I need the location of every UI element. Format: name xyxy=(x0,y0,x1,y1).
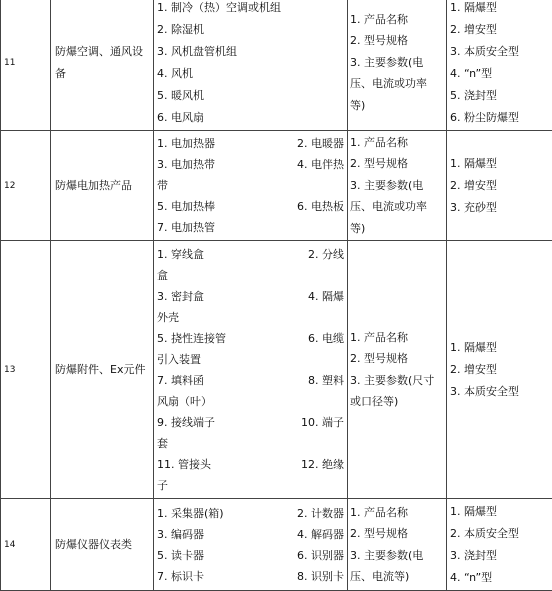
type-line: 3. 浇封型 xyxy=(450,545,552,567)
item-line: 引入装置 xyxy=(157,349,344,370)
item-line: 5. 电加热棒 6. 电热板 xyxy=(157,196,344,217)
param-line: 压、电流或功率 xyxy=(350,196,444,218)
param-line: 或口径等) xyxy=(350,391,444,413)
type-line: 2. 增安型 xyxy=(450,175,552,197)
param-line: 3. 主要参数(电 xyxy=(350,175,444,197)
types-cell xyxy=(447,241,552,499)
param-line: 等) xyxy=(350,218,444,240)
param-line: 2. 型号规格 xyxy=(350,348,444,370)
param-line: 3. 主要参数(电 xyxy=(350,52,444,74)
params-cell xyxy=(348,131,447,241)
type-line: 3. 充砂型 xyxy=(450,197,552,219)
type-line: 4. “n”型 xyxy=(450,567,552,589)
row-number: 12 xyxy=(1,131,51,241)
item-line: 1. 制冷（热）空调或机组 xyxy=(157,0,344,19)
category-cell: 防爆仪器仪表类 xyxy=(51,499,154,591)
type-line: 2. 增安型 xyxy=(450,359,552,381)
item-line: 子 xyxy=(157,475,344,496)
type-line: 3. 本质安全型 xyxy=(450,41,552,63)
item-line: 盒 xyxy=(157,265,344,286)
type-line: 1. 隔爆型 xyxy=(450,153,552,175)
item-line: 7. 填料函 8. 塑料 xyxy=(157,370,344,391)
category-cell: 防爆电加热产品 xyxy=(51,131,154,241)
row-number: 13 xyxy=(1,241,51,499)
params-cell xyxy=(348,241,447,499)
category-cell: 防爆空调、通风设备 xyxy=(51,0,154,131)
types-cell xyxy=(447,131,552,241)
item-line: 1. 穿线盒 2. 分线 xyxy=(157,244,344,265)
item-line: 带 xyxy=(157,175,344,196)
type-line: 2. 增安型 xyxy=(450,19,552,41)
item-line: 套 xyxy=(157,433,344,454)
types-cell xyxy=(447,499,552,591)
param-line: 1. 产品名称 xyxy=(350,132,444,154)
type-line: 1. 隔爆型 xyxy=(450,337,552,359)
param-line: 2. 型号规格 xyxy=(350,523,444,545)
param-line: 1. 产品名称 xyxy=(350,9,444,31)
params-cell xyxy=(348,499,447,591)
type-line: 6. 粉尘防爆型 xyxy=(450,107,552,129)
param-line: 2. 型号规格 xyxy=(350,153,444,175)
type-line: 3. 本质安全型 xyxy=(450,381,552,403)
param-line: 3. 主要参数(电 xyxy=(350,545,444,567)
items-cell xyxy=(154,131,348,241)
item-line: 外壳 xyxy=(157,307,344,328)
category-cell: 防爆附件、Ex元件 xyxy=(51,241,154,499)
item-line: 7. 电加热管 xyxy=(157,217,344,238)
param-line: 压、电流等) xyxy=(350,566,444,588)
item-line: 2. 除湿机 xyxy=(157,19,344,41)
item-line: 11. 管接头 12. 绝缘 xyxy=(157,454,344,475)
item-line: 3. 风机盘管机组 xyxy=(157,41,344,63)
type-line: 4. “n”型 xyxy=(450,63,552,85)
row-number: 14 xyxy=(1,499,51,591)
type-line: 2. 本质安全型 xyxy=(450,523,552,545)
table-row xyxy=(1,499,552,591)
item-line: 5. 挠性连接管 6. 电缆 xyxy=(157,328,344,349)
params-cell xyxy=(348,0,447,131)
param-line: 1. 产品名称 xyxy=(350,327,444,349)
item-line: 1. 电加热器 2. 电暖器 xyxy=(157,133,344,154)
param-line: 压、电流或功率 xyxy=(350,73,444,95)
items-cell xyxy=(154,241,348,499)
table-row xyxy=(1,131,552,241)
item-line: 5. 读卡器 6. 识别器 xyxy=(157,545,344,566)
item-line: 3. 电加热带 4. 电伴热 xyxy=(157,154,344,175)
item-line: 3. 密封盒 4. 隔爆 xyxy=(157,286,344,307)
item-line: 9. 接线端子 10. 端子 xyxy=(157,412,344,433)
param-line: 3. 主要参数(尺寸 xyxy=(350,370,444,392)
param-line: 1. 产品名称 xyxy=(350,502,444,524)
item-line: 1. 采集器(箱) 2. 计数器 xyxy=(157,503,344,524)
item-line: 风扇（叶） xyxy=(157,391,344,412)
param-line: 2. 型号规格 xyxy=(350,30,444,52)
table-row xyxy=(1,241,552,499)
items-cell xyxy=(154,499,348,591)
type-line: 5. 浇封型 xyxy=(450,85,552,107)
type-line: 1. 隔爆型 xyxy=(450,0,552,19)
row-number: 11 xyxy=(1,0,51,131)
table-row xyxy=(1,0,552,131)
items-cell xyxy=(154,0,348,131)
types-cell xyxy=(447,0,552,131)
item-line: 4. 风机 xyxy=(157,63,344,85)
item-line: 6. 电风扇 xyxy=(157,107,344,129)
param-line: 等) xyxy=(350,95,444,117)
item-line: 3. 编码器 4. 解码器 xyxy=(157,524,344,545)
item-line: 7. 标识卡 8. 识别卡 xyxy=(157,566,344,587)
item-line: 5. 暖风机 xyxy=(157,85,344,107)
type-line: 1. 隔爆型 xyxy=(450,501,552,523)
